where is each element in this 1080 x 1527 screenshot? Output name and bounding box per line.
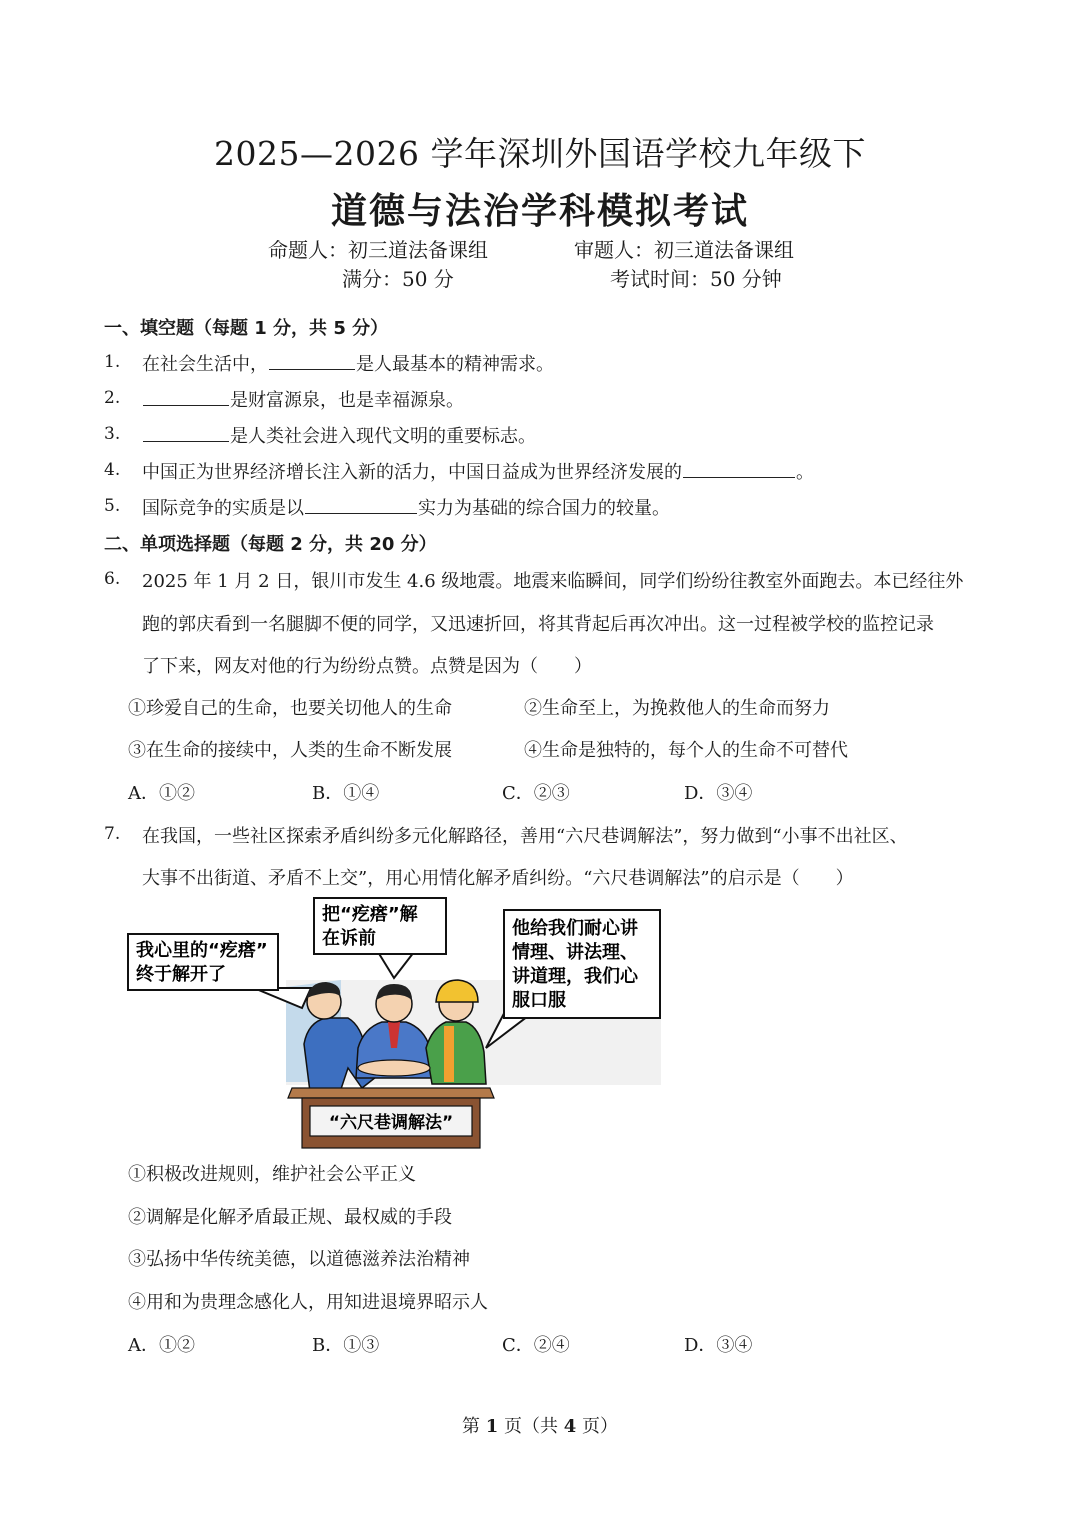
question-text [142,494,670,520]
text-after-blank: 。 [796,462,814,483]
bubble-left-line2: 终于解开了 [136,964,226,985]
choice-d[interactable]: D．③④ [684,783,753,804]
choice-b[interactable]: B．①④ [312,783,380,804]
question-stem-line2: 大事不出街道、矛盾不上交”，用心用情化解矛盾纠纷。“六尺巷调解法”的启示是（ ） [142,868,854,889]
page-footer [0,1412,1080,1438]
mediation-table [288,1088,494,1148]
bubble-mid-line2: 在诉前 [322,928,376,949]
choice-c[interactable]: C．②④ [502,1335,570,1356]
question-number: 5. [104,496,121,516]
table-sign: “六尺巷调解法” [328,1113,454,1133]
choice-c[interactable]: C．②③ [502,783,570,804]
statement-1: ①珍爱自己的生命，也要关切他人的生命 [128,698,452,719]
reviewer-info: 审题人：初三道法备课组 [574,238,794,262]
question-number: 7. [104,824,121,844]
current-page-number: 1 [485,1416,499,1437]
section1-heading: 一、填空题（每题 1 分，共 5 分） [104,318,389,339]
answer-blank[interactable] [143,423,229,442]
statement-1: ①积极改进规则，维护社会公平正义 [128,1164,416,1185]
text-after-blank: 是人类社会进入现代文明的重要标志。 [230,426,536,447]
text-before-blank: 国际竞争的实质是以 [142,498,304,519]
footer-middle: 页（共 [498,1416,564,1437]
statement-4: ④用和为贵理念感化人，用知进退境界昭示人 [128,1292,488,1313]
question-number: 1. [104,352,121,372]
question-stem-line2: 跑的郭庆看到一名腿脚不便的同学，又迅速折回，将其背起后再次冲出。这一过程被学校的监控记录 [142,614,934,635]
handshake [358,1060,430,1076]
answer-blank[interactable] [305,495,417,514]
text-after-blank: 是财富源泉，也是幸福源泉。 [230,390,464,411]
mediation-illustration [126,892,666,1154]
answer-blank[interactable] [683,459,795,478]
question-text [142,350,554,376]
question-text [142,386,464,412]
exam-title-line1: 2025—2026 学年深圳外国语学校九年级下 [214,134,866,173]
speech-bubble-middle [314,898,446,978]
bubble-left-line1: 我心里的“疙瘩” [136,940,268,961]
question-stem-line1: 2025 年 1 月 2 日，银川市发生 4.6 级地震。地震来临瞬间，同学们纷纷往教室外面跑去。本已经往外 [142,571,964,592]
footer-prefix: 第 [462,1416,486,1437]
statement-3: ③在生命的接续中，人类的生命不断发展 [128,740,452,761]
choice-b[interactable]: B．①③ [312,1335,380,1356]
question-text [142,422,536,448]
full-score: 满分：50 分 [342,267,454,291]
question-number: 4. [104,460,121,480]
text-before-blank: 在社会生活中， [142,354,268,375]
exam-time: 考试时间：50 分钟 [610,267,782,291]
bubble-right-line1: 他给我们耐心讲 [512,918,638,939]
question-number: 2. [104,388,121,408]
section2-heading: 二、单项选择题（每题 2 分，共 20 分） [104,534,437,555]
exam-title-line2: 道德与法治学科模拟考试 [330,191,749,232]
bubble-right-line4: 服口服 [512,990,566,1011]
text-after-blank: 实力为基础的综合国力的较量。 [418,498,670,519]
bubble-right-line2: 情理、讲法理、 [512,942,638,963]
question-text [142,458,814,484]
question-stem-line3: 了下来，网友对他的行为纷纷点赞。点赞是因为（ ） [142,656,592,677]
question-stem-line1: 在我国，一些社区探索矛盾纠纷多元化解路径，善用“六尺巷调解法”，努力做到“小事不出社区、 [142,826,908,847]
answer-blank[interactable] [269,351,355,370]
text-after-blank: 是人最基本的精神需求。 [356,354,554,375]
total-pages-number: 4 [563,1416,577,1437]
answer-blank[interactable] [143,387,229,406]
choice-a[interactable]: A．①② [128,1335,195,1356]
footer-suffix: 页） [576,1416,618,1437]
statement-2: ②生命至上，为挽救他人的生命而努力 [524,698,830,719]
speech-bubble-left [128,934,311,1008]
text-before-blank: 中国正为世界经济增长注入新的活力，中国日益成为世界经济发展的 [142,462,682,483]
statement-3: ③弘扬中华传统美德，以道德滋养法治精神 [128,1249,470,1270]
question-number: 6. [104,569,121,589]
choice-d[interactable]: D．③④ [684,1335,753,1356]
choice-a[interactable]: A．①② [128,783,195,804]
question-number: 3. [104,424,121,444]
bubble-right-line3: 讲道理，我们心 [512,966,638,987]
bubble-mid-line1: 把“疙瘩”解 [322,904,418,925]
setter-info: 命题人：初三道法备课组 [268,238,488,262]
statement-2: ②调解是化解矛盾最正规、最权威的手段 [128,1207,452,1228]
statement-4: ④生命是独特的，每个人的生命不可替代 [524,740,848,761]
